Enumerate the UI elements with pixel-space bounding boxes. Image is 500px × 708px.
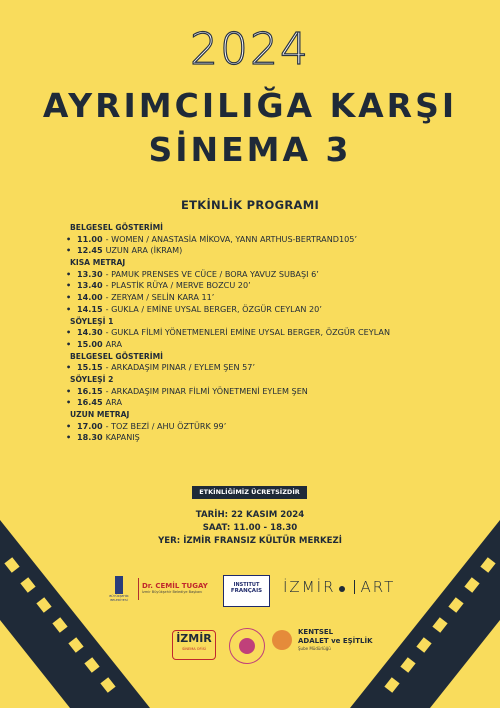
- program-text: - GUKLA / EMİNE UYSAL BERGER, ÖZGÜR CEYLAN 20’: [105, 303, 322, 314]
- program-item: [66, 234, 476, 246]
- program-item: [66, 269, 476, 281]
- bullet-icon: •: [66, 280, 72, 291]
- program-text: - PAMUK PRENSES VE CÜCE / BORA YAVUZ SUBAŞI 6’: [105, 268, 319, 279]
- program-text: - ARKADAŞIM PINAR / EYLEM ŞEN 57’: [105, 362, 256, 373]
- bullet-icon: •: [66, 327, 72, 338]
- program-text: - TOZ BEZİ / AHU ÖZTÜRK 99’: [105, 420, 227, 431]
- izmir-art-logo: İZMİR ART: [283, 578, 396, 596]
- izmir-cinema-logo: İZMİR SİNEMA OFİSİ: [172, 630, 216, 660]
- program-text: - ARKADAŞIM PINAR FİLMİ YÖNETMENİ EYLEM ŞEN: [105, 385, 308, 396]
- event-date: TARİH: 22 KASIM 2024: [195, 510, 305, 520]
- program-text: - PLASTİK RÜYA / MERVE BOZCU 20’: [105, 280, 251, 291]
- program-item: [66, 386, 476, 398]
- program-item: [66, 339, 476, 351]
- free-entry-badge: ETKİNLİĞİMİZ ÜCRETSİZDİR: [192, 486, 307, 499]
- bullet-icon: •: [66, 233, 72, 244]
- institut-francais-logo: INSTITUT FRANÇAIS: [223, 575, 270, 607]
- bullet-icon: •: [66, 397, 72, 408]
- bullet-icon: •: [66, 245, 72, 256]
- kentsel-adalet-logo: KENTSEL ADALET ve EŞİTLİK Şube Müdürlüğü: [272, 628, 373, 651]
- program-list: [66, 222, 476, 444]
- bullet-icon: •: [66, 303, 72, 314]
- program-text: KAPANIŞ: [105, 432, 140, 443]
- year-heading: 2024: [190, 24, 310, 75]
- program-item: [66, 421, 476, 433]
- program-time: 15.00: [77, 338, 103, 349]
- program-heading: ETKİNLİK PROGRAMI: [180, 198, 320, 212]
- bullet-icon: •: [66, 268, 72, 279]
- star-emblem-icon: [272, 630, 292, 650]
- event-venue: YER: İZMİR FRANSIZ KÜLTÜR MERKEZİ: [158, 536, 342, 546]
- program-item: [66, 362, 476, 374]
- title-line-1: AYRIMCILIĞA KARŞI: [42, 86, 458, 125]
- program-section-label: BELGESEL GÖSTERİMİ: [70, 223, 163, 232]
- bullet-icon: •: [66, 362, 72, 373]
- program-section-label: SÖYLEŞİ 1: [70, 316, 114, 326]
- program-time: 16.15: [77, 385, 103, 396]
- program-time: 14.30: [77, 327, 103, 338]
- program-item: [66, 397, 476, 409]
- program-time: 17.00: [77, 420, 103, 431]
- program-time: 13.40: [77, 280, 103, 291]
- program-section-label: BELGESEL GÖSTERİMİ: [70, 351, 163, 361]
- program-time: 13.30: [77, 268, 103, 279]
- circle-emblem-logo: [229, 628, 265, 664]
- program-time: 15.15: [77, 362, 103, 373]
- program-time: 14.00: [77, 292, 103, 303]
- tugay-logo: Dr. CEMİL TUGAY İzmir Büyükşehir Belediye Başkanı: [142, 582, 208, 594]
- bullet-icon: •: [66, 338, 72, 349]
- program-text: - ZERYAM / SELİN KARA 11’: [105, 292, 215, 303]
- program-text: ARA: [105, 338, 122, 349]
- program-text: - GUKLA FİLMİ YÖNETMENLERİ EMİNE UYSAL BERGER, ÖZGÜR CEYLAN: [105, 327, 390, 338]
- clock-tower-icon: [115, 576, 123, 594]
- bullet-icon: •: [66, 432, 72, 443]
- program-section-label: KISA METRAJ: [70, 258, 126, 268]
- event-time: SAAT: 11.00 - 18.30: [202, 523, 298, 533]
- program-time: 14.15: [77, 303, 103, 314]
- bullet-icon: •: [66, 420, 72, 431]
- program-item: [66, 245, 476, 257]
- film-strip-right: [350, 520, 500, 708]
- program-section-label: UZUN METRAJ: [70, 410, 130, 419]
- program-item: [66, 280, 476, 292]
- buyuksehir-logo: BÜYÜKŞEHİR BELEDİYESİ: [102, 576, 136, 606]
- program-text: ARA: [105, 397, 122, 408]
- program-time: 16.45: [77, 397, 103, 408]
- program-time: 18.30: [77, 432, 103, 443]
- program-item: [66, 432, 476, 444]
- program-time: 12.45: [77, 245, 103, 256]
- bullet-icon: •: [66, 292, 72, 303]
- program-section-label: SÖYLEŞİ 2: [70, 374, 114, 384]
- bullet-icon: •: [66, 385, 72, 396]
- program-text: - WOMEN / ANASTASİA MİKOVA, YANN ARTHUS-BERTRAND105’: [105, 233, 358, 244]
- program-text: UZUN ARA (İKRAM): [105, 245, 183, 256]
- logo-divider: [138, 578, 139, 600]
- film-strip-left: [0, 520, 150, 708]
- title-line-2: SİNEMA 3: [148, 130, 352, 169]
- program-time: 11.00: [77, 233, 103, 244]
- program-item: [66, 327, 476, 339]
- program-item: [66, 292, 476, 304]
- program-item: [66, 304, 476, 316]
